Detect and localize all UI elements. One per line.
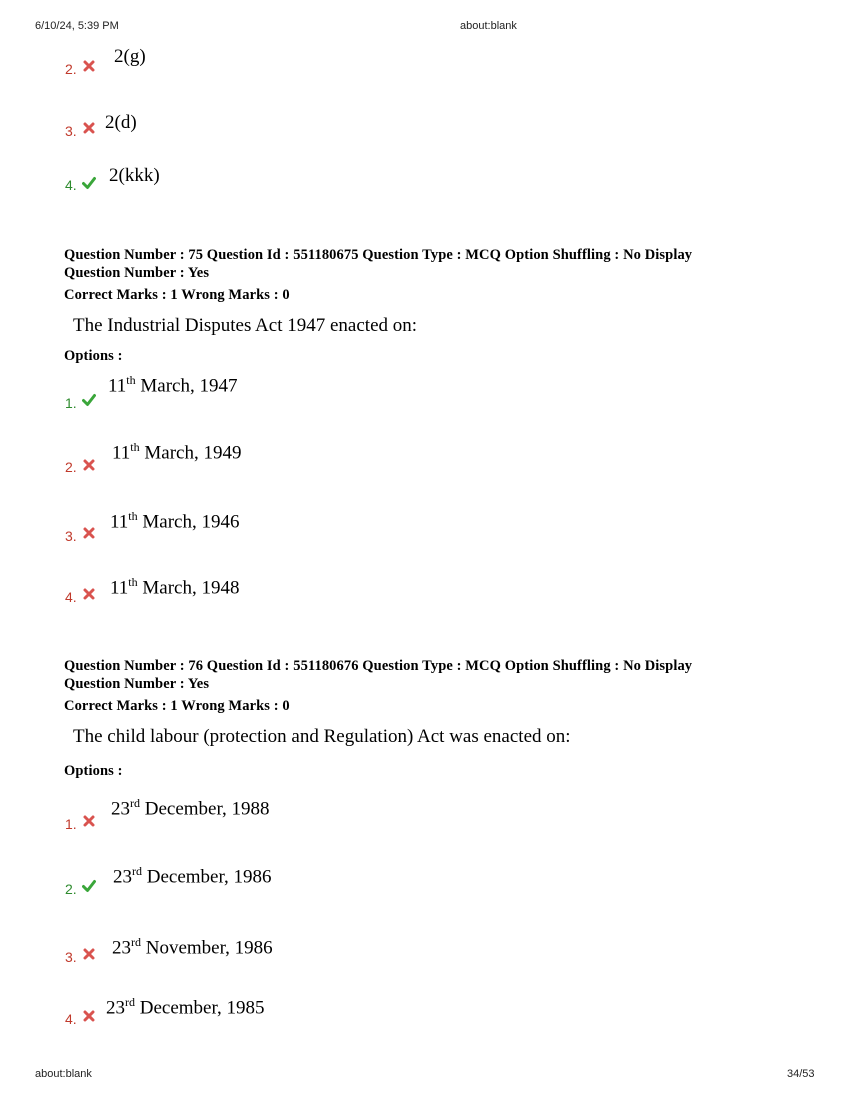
option-text: 2(d) bbox=[105, 112, 137, 133]
option-text: 23rd December, 1988 bbox=[111, 796, 270, 820]
option-number: 3. bbox=[65, 528, 77, 544]
wrong-cross-icon bbox=[82, 526, 96, 540]
options-label: Options : bbox=[64, 348, 123, 364]
option-number: 2. bbox=[65, 459, 77, 475]
option-number: 4. bbox=[65, 589, 77, 605]
print-page-number: 34/53 bbox=[787, 1068, 815, 1080]
correct-check-icon bbox=[82, 176, 96, 190]
correct-check-icon bbox=[82, 393, 96, 407]
option-number: 3. bbox=[65, 123, 77, 139]
option-text: 23rd December, 1985 bbox=[106, 995, 265, 1019]
question-meta-line1: Question Number : 75 Question Id : 551180675 Question Type : MCQ Option Shuffling : No Display bbox=[64, 247, 693, 263]
wrong-cross-icon bbox=[82, 587, 96, 601]
option-number: 4. bbox=[65, 1011, 77, 1027]
option-number: 3. bbox=[65, 949, 77, 965]
option-text: 23rd November, 1986 bbox=[112, 935, 273, 959]
option-number: 4. bbox=[65, 177, 77, 193]
option-number: 1. bbox=[65, 395, 77, 411]
wrong-cross-icon bbox=[82, 59, 96, 73]
question-meta-line2: Question Number : Yes bbox=[64, 265, 210, 281]
print-footer-url: about:blank bbox=[35, 1068, 92, 1080]
option-number: 2. bbox=[65, 61, 77, 77]
option-number: 1. bbox=[65, 816, 77, 832]
wrong-cross-icon bbox=[82, 814, 96, 828]
option-text: 2(g) bbox=[114, 46, 146, 67]
wrong-cross-icon bbox=[82, 947, 96, 961]
question-text: The Industrial Disputes Act 1947 enacted on: bbox=[73, 315, 418, 336]
wrong-cross-icon bbox=[82, 121, 96, 135]
correct-check-icon bbox=[82, 879, 96, 893]
option-number: 2. bbox=[65, 881, 77, 897]
question-marks: Correct Marks : 1 Wrong Marks : 0 bbox=[64, 287, 290, 303]
question-marks: Correct Marks : 1 Wrong Marks : 0 bbox=[64, 698, 290, 714]
question-meta-line1: Question Number : 76 Question Id : 551180676 Question Type : MCQ Option Shuffling : No Display bbox=[64, 658, 693, 674]
print-datetime: 6/10/24, 5:39 PM bbox=[35, 20, 119, 32]
question-text: The child labour (protection and Regulation) Act was enacted on: bbox=[73, 726, 571, 747]
option-text: 23rd December, 1986 bbox=[113, 864, 272, 888]
option-text: 11th March, 1949 bbox=[112, 440, 242, 464]
option-text: 11th March, 1948 bbox=[110, 575, 240, 599]
print-title: about:blank bbox=[460, 20, 517, 32]
option-text: 11th March, 1946 bbox=[110, 509, 240, 533]
wrong-cross-icon bbox=[82, 458, 96, 472]
question-meta-line2: Question Number : Yes bbox=[64, 676, 210, 692]
option-text: 11th March, 1947 bbox=[108, 373, 238, 397]
wrong-cross-icon bbox=[82, 1009, 96, 1023]
option-text: 2(kkk) bbox=[109, 165, 160, 186]
options-label: Options : bbox=[64, 763, 123, 779]
